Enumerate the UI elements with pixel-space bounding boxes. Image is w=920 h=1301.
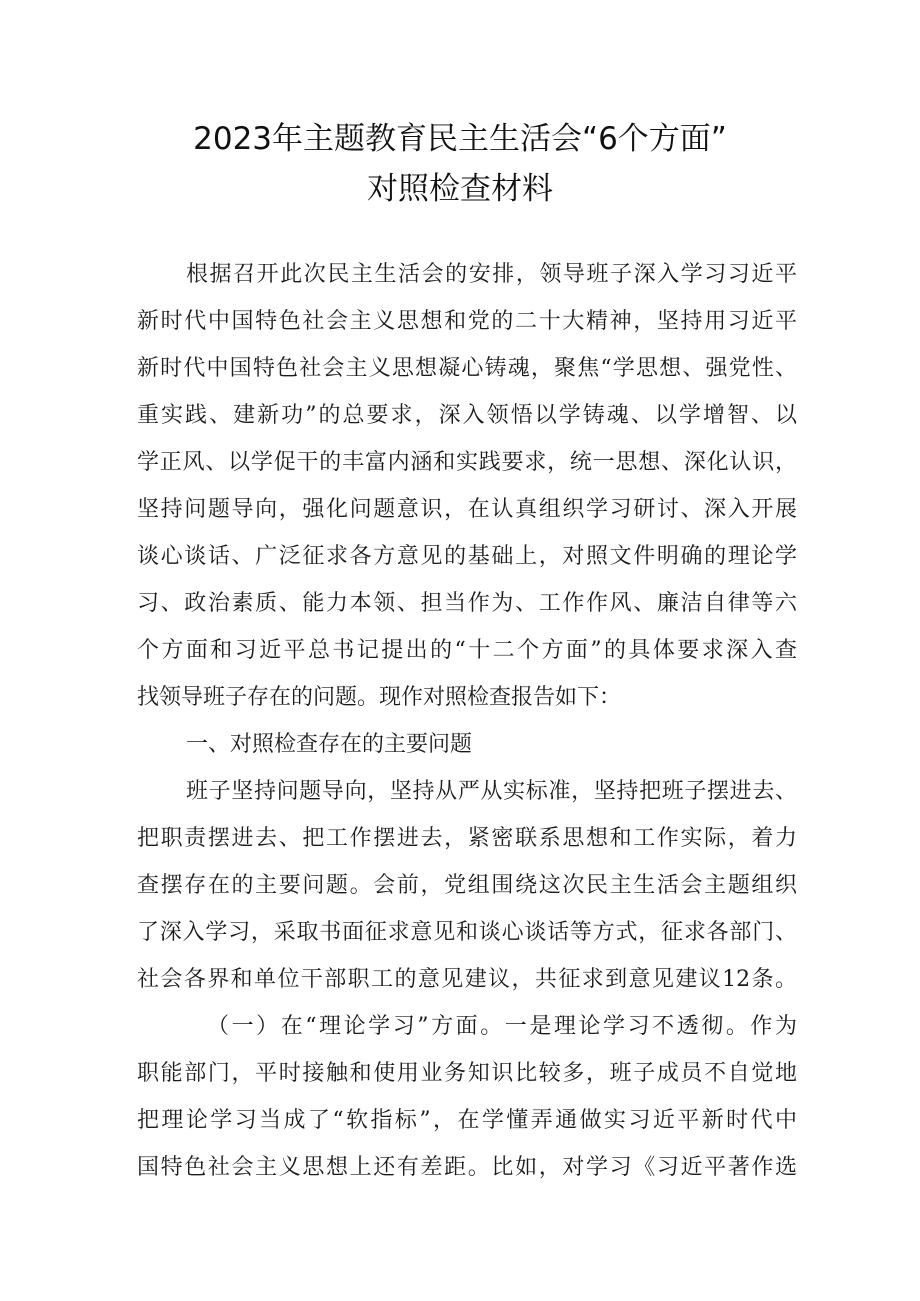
document-title-line-2: 对照检查材料 — [367, 171, 553, 207]
body-line: 找领导班子存在的问题。现作对照检查报告如下： — [137, 685, 622, 710]
body-line: 坚持问题导向，强化问题意识，在认真组织学习研讨、深入开展 — [137, 497, 797, 522]
document-title-line-1: 2023年主题教育民主生活会“6个方面” — [193, 121, 727, 157]
body-line: 社会各界和单位干部职工的意见建议，共征求到意见建议12条。 — [137, 967, 797, 992]
body-line: 重实践、建新功”的总要求，深入领悟以学铸魂、以学增智、以 — [137, 403, 797, 428]
body-line: 了深入学习，采取书面征求意见和谈心谈话等方式，征求各部门、 — [137, 920, 797, 945]
body-line: 国特色社会主义思想上还有差距。比如，对学习《习近平著作选 — [137, 1155, 797, 1180]
body-line: （一）在“理论学习”方面。一是理论学习不透彻。作为 — [207, 1014, 797, 1039]
body-line: 新时代中国特色社会主义思想凝心铸魂，聚焦“学思想、强党性、 — [137, 356, 797, 381]
body-line: 查摆存在的主要问题。会前，党组围绕这次民主生活会主题组织 — [137, 873, 797, 898]
section-heading: 一、对照检查存在的主要问题 — [186, 732, 473, 757]
document-body — [137, 251, 797, 1191]
body-line: 把理论学习当成了“软指标”，在学懂弄通做实习近平新时代中 — [137, 1108, 797, 1133]
body-line: 班子坚持问题导向，坚持从严从实标准，坚持把班子摆进去、 — [186, 779, 797, 804]
body-line: 根据召开此次民主生活会的安排，领导班子深入学习习近平 — [186, 262, 797, 287]
body-line: 新时代中国特色社会主义思想和党的二十大精神，坚持用习近平 — [137, 309, 797, 334]
body-line: 把职责摆进去、把工作摆进去，紧密联系思想和工作实际，着力 — [137, 826, 797, 851]
body-line: 个方面和习近平总书记提出的“十二个方面”的具体要求深入查 — [137, 638, 797, 663]
body-line: 职能部门，平时接触和使用业务知识比较多，班子成员不自觉地 — [137, 1061, 797, 1086]
body-line: 学正风、以学促干的丰富内涵和实践要求，统一思想、深化认识， — [137, 450, 797, 475]
body-line: 谈心谈话、广泛征求各方意见的基础上，对照文件明确的理论学 — [137, 544, 797, 569]
body-line: 习、政治素质、能力本领、担当作为、工作作风、廉洁自律等六 — [137, 591, 797, 616]
